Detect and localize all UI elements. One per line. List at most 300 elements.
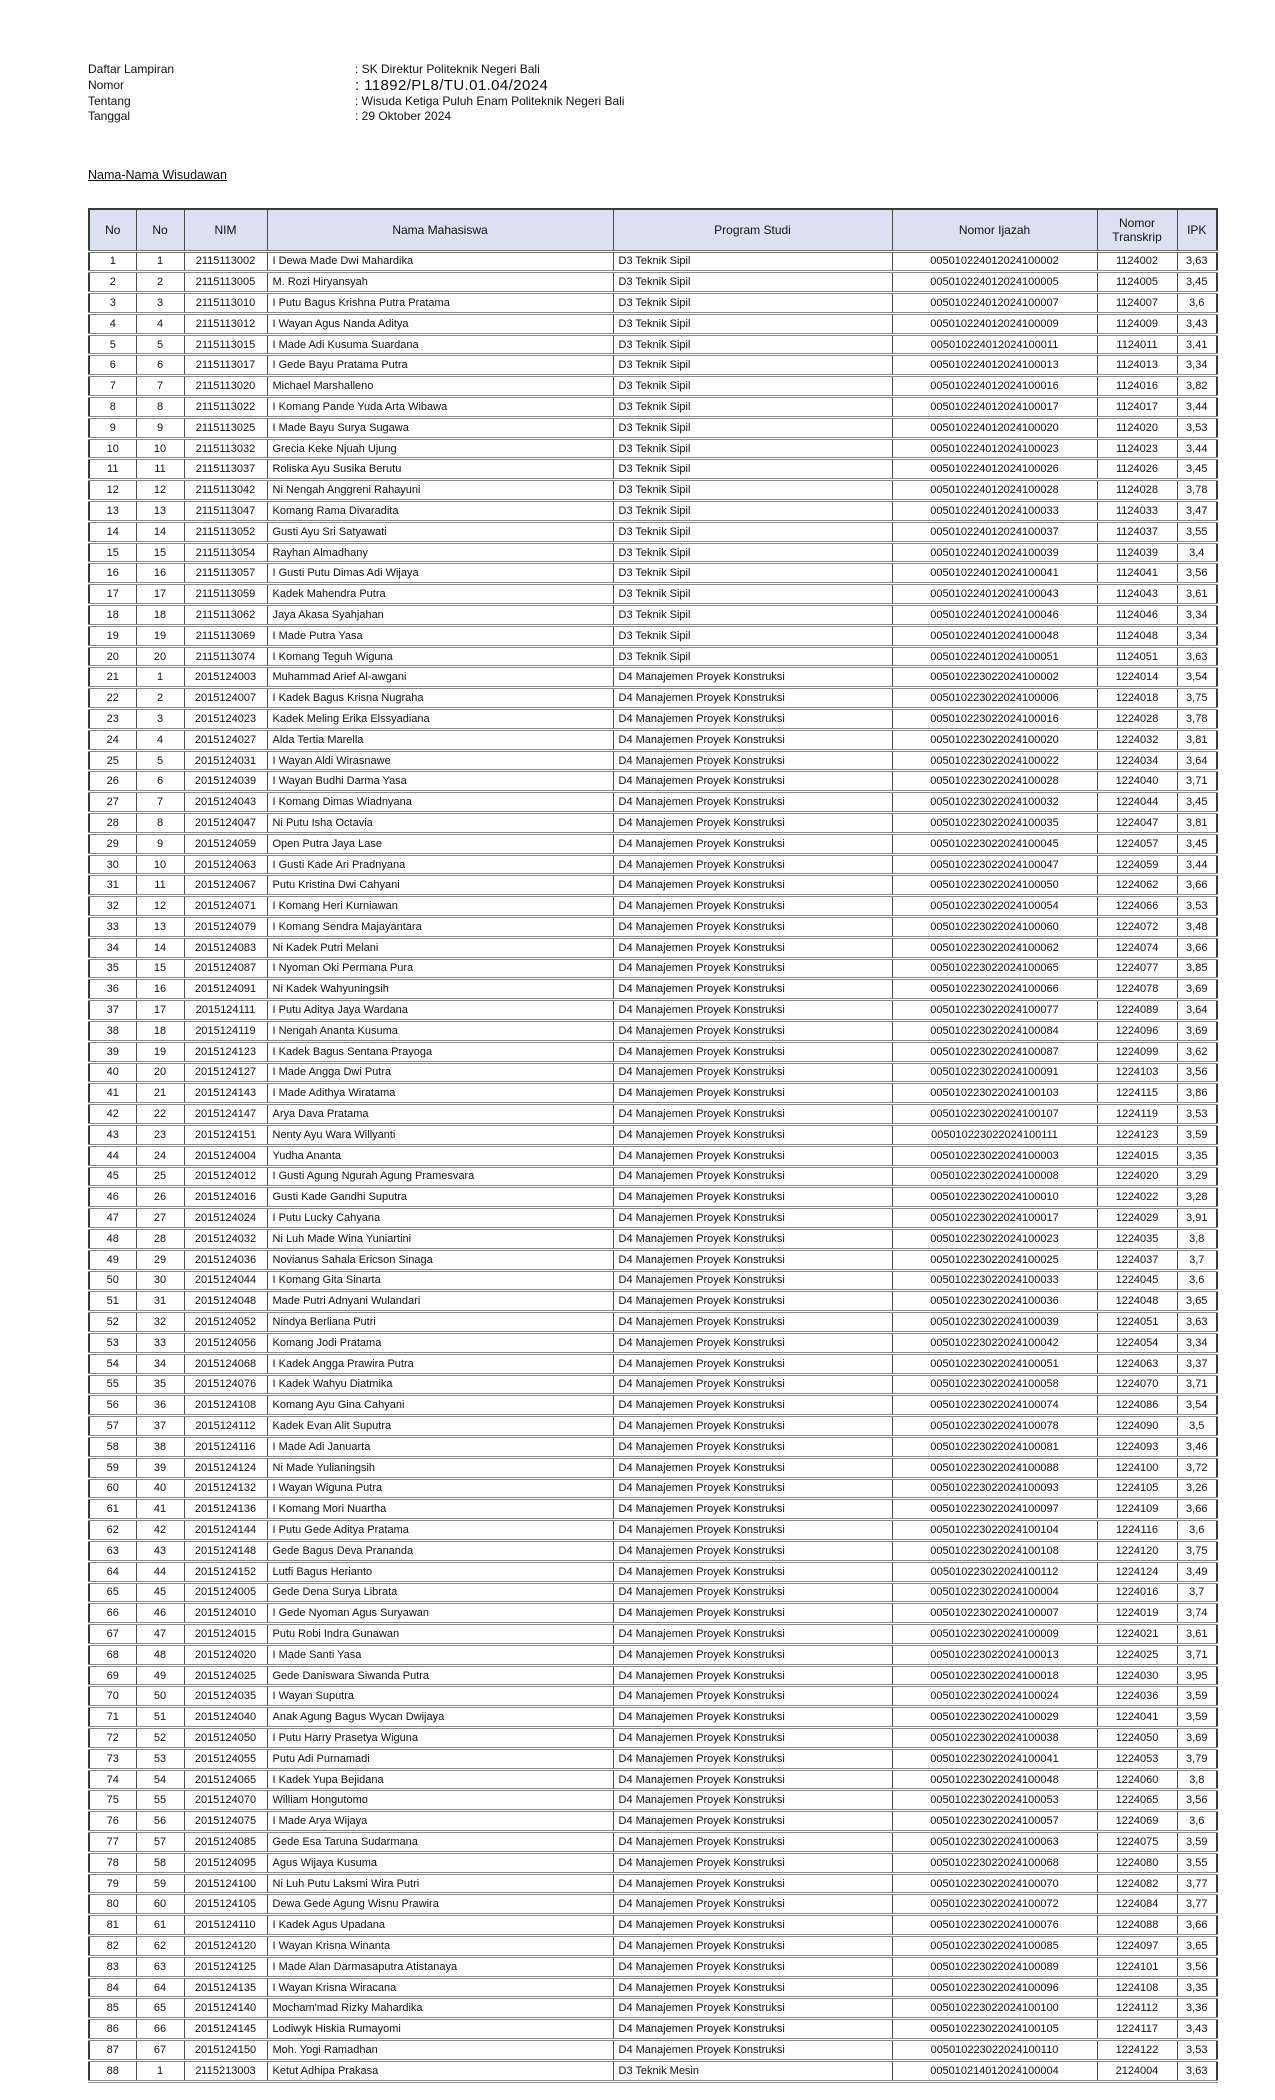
cell-student-name: Komang Rama Divaradita	[267, 501, 613, 522]
cell-nomor-transkrip: 1224082	[1097, 1873, 1177, 1894]
cell-nomor-ijazah: 005010223022024100050	[892, 875, 1097, 896]
cell-program-studi: D4 Manajemen Proyek Konstruksi	[613, 1520, 892, 1541]
table-body	[89, 251, 1217, 2081]
cell-student-name: I Made Adi Januarta	[267, 1436, 613, 1457]
cell-no2: 6	[136, 355, 184, 376]
cell-student-name: Gusti Kade Gandhi Suputra	[267, 1187, 613, 1208]
cell-no2: 16	[136, 979, 184, 1000]
cell-nomor-transkrip: 1124020	[1097, 417, 1177, 438]
table-row	[89, 2019, 1217, 2040]
cell-nomor-ijazah: 005010223022024100100	[892, 1998, 1097, 2019]
cell-nomor-transkrip: 1224103	[1097, 1062, 1177, 1083]
cell-nim: 2015124016	[184, 1187, 267, 1208]
cell-program-studi: D3 Teknik Sipil	[613, 376, 892, 397]
cell-no: 76	[89, 1811, 136, 1832]
cell-nomor-ijazah: 005010224012024100048	[892, 625, 1097, 646]
cell-nomor-ijazah: 005010223022024100076	[892, 1915, 1097, 1936]
cell-program-studi: D4 Manajemen Proyek Konstruksi	[613, 1665, 892, 1686]
cell-ipk: 3,72	[1177, 1457, 1217, 1478]
cell-nomor-transkrip: 2124004	[1097, 2060, 1177, 2081]
cell-student-name: Yudha Ananta	[267, 1145, 613, 1166]
table-row	[89, 896, 1217, 917]
cell-student-name: Mocham'mad Rizky Mahardika	[267, 1998, 613, 2019]
cell-no: 40	[89, 1062, 136, 1083]
cell-nim: 2015124068	[184, 1353, 267, 1374]
table-row	[89, 313, 1217, 334]
cell-program-studi: D4 Manajemen Proyek Konstruksi	[613, 1790, 892, 1811]
cell-nomor-transkrip: 1224088	[1097, 1915, 1177, 1936]
cell-program-studi: D4 Manajemen Proyek Konstruksi	[613, 1187, 892, 1208]
cell-student-name: Ni Luh Made Wina Yuniartini	[267, 1228, 613, 1249]
cell-no: 64	[89, 1561, 136, 1582]
cell-nim: 2015124035	[184, 1686, 267, 1707]
cell-nomor-ijazah: 005010223022024100062	[892, 937, 1097, 958]
cell-ipk: 3,59	[1177, 1686, 1217, 1707]
cell-nim: 2115113020	[184, 376, 267, 397]
cell-nomor-ijazah: 005010223022024100058	[892, 1374, 1097, 1395]
cell-no2: 45	[136, 1582, 184, 1603]
cell-nomor-transkrip: 1224034	[1097, 750, 1177, 771]
table-row	[89, 1083, 1217, 1104]
cell-ipk: 3,77	[1177, 1873, 1217, 1894]
cell-program-studi: D3 Teknik Sipil	[613, 272, 892, 293]
cell-nim: 2015124052	[184, 1312, 267, 1333]
cell-no2: 35	[136, 1374, 184, 1395]
cell-nim: 2115113025	[184, 417, 267, 438]
cell-ipk: 3,81	[1177, 813, 1217, 834]
cell-student-name: Ni Kadek Putri Melani	[267, 937, 613, 958]
cell-program-studi: D4 Manajemen Proyek Konstruksi	[613, 1832, 892, 1853]
cell-nomor-ijazah: 005010223022024100057	[892, 1811, 1097, 1832]
cell-program-studi: D4 Manajemen Proyek Konstruksi	[613, 854, 892, 875]
cell-nomor-transkrip: 1224032	[1097, 729, 1177, 750]
cell-program-studi: D4 Manajemen Proyek Konstruksi	[613, 1936, 892, 1957]
cell-nomor-ijazah: 005010223022024100022	[892, 750, 1097, 771]
cell-nomor-transkrip: 1224048	[1097, 1291, 1177, 1312]
cell-student-name: Gusti Ayu Sri Satyawati	[267, 521, 613, 542]
cell-no2: 46	[136, 1603, 184, 1624]
cell-no: 72	[89, 1728, 136, 1749]
cell-no2: 53	[136, 1748, 184, 1769]
meta-value: : 29 Oktober 2024	[355, 109, 452, 123]
cell-no: 87	[89, 2040, 136, 2061]
cell-no: 5	[89, 334, 136, 355]
table-row	[89, 709, 1217, 730]
table-row	[89, 2040, 1217, 2061]
column-header-ipk: IPK	[1177, 209, 1217, 252]
cell-student-name: Gede Bagus Deva Prananda	[267, 1540, 613, 1561]
cell-no: 31	[89, 875, 136, 896]
cell-student-name: Dewa Gede Agung Wisnu Prawira	[267, 1894, 613, 1915]
cell-nomor-ijazah: 005010224012024100013	[892, 355, 1097, 376]
cell-no: 69	[89, 1665, 136, 1686]
cell-nomor-ijazah: 005010224012024100005	[892, 272, 1097, 293]
table-row	[89, 792, 1217, 813]
cell-program-studi: D4 Manajemen Proyek Konstruksi	[613, 1956, 892, 1977]
cell-nim: 2015124056	[184, 1332, 267, 1353]
table-row	[89, 1686, 1217, 1707]
cell-nomor-transkrip: 1124011	[1097, 334, 1177, 355]
cell-nim: 2015124027	[184, 729, 267, 750]
cell-nomor-transkrip: 1224072	[1097, 917, 1177, 938]
cell-no: 3	[89, 293, 136, 314]
cell-program-studi: D4 Manajemen Proyek Konstruksi	[613, 1291, 892, 1312]
cell-no2: 34	[136, 1353, 184, 1374]
cell-no2: 55	[136, 1790, 184, 1811]
table-row	[89, 1416, 1217, 1437]
cell-nim: 2015124075	[184, 1811, 267, 1832]
cell-nomor-ijazah: 005010224012024100023	[892, 438, 1097, 459]
cell-no2: 8	[136, 813, 184, 834]
cell-no: 30	[89, 854, 136, 875]
cell-student-name: I Wayan Suputra	[267, 1686, 613, 1707]
cell-no2: 3	[136, 709, 184, 730]
cell-nim: 2115113010	[184, 293, 267, 314]
cell-nim: 2015124012	[184, 1166, 267, 1187]
cell-no: 62	[89, 1520, 136, 1541]
cell-nim: 2015124143	[184, 1083, 267, 1104]
cell-no2: 25	[136, 1166, 184, 1187]
column-header-nim: NIM	[184, 209, 267, 252]
cell-nim: 2015124083	[184, 937, 267, 958]
cell-nomor-transkrip: 1224044	[1097, 792, 1177, 813]
cell-student-name: I Putu Lucky Cahyana	[267, 1208, 613, 1229]
cell-ipk: 3,35	[1177, 1145, 1217, 1166]
cell-nomor-ijazah: 005010224012024100028	[892, 480, 1097, 501]
cell-nomor-transkrip: 1224105	[1097, 1478, 1177, 1499]
cell-ipk: 3,75	[1177, 688, 1217, 709]
cell-no2: 9	[136, 417, 184, 438]
cell-nomor-ijazah: 005010223022024100072	[892, 1894, 1097, 1915]
cell-student-name: Arya Dava Pratama	[267, 1104, 613, 1125]
cell-nomor-transkrip: 1224075	[1097, 1832, 1177, 1853]
cell-nim: 2015124036	[184, 1249, 267, 1270]
cell-ipk: 3,59	[1177, 1124, 1217, 1145]
cell-program-studi: D4 Manajemen Proyek Konstruksi	[613, 1686, 892, 1707]
cell-no: 44	[89, 1145, 136, 1166]
table-row	[89, 688, 1217, 709]
cell-student-name: I Komang Mori Nuartha	[267, 1499, 613, 1520]
cell-ipk: 3,55	[1177, 521, 1217, 542]
cell-nomor-ijazah: 005010223022024100104	[892, 1520, 1097, 1541]
cell-student-name: I Wayan Krisna Winanta	[267, 1936, 613, 1957]
cell-program-studi: D4 Manajemen Proyek Konstruksi	[613, 958, 892, 979]
cell-nomor-ijazah: 005010224012024100017	[892, 397, 1097, 418]
cell-ipk: 3,44	[1177, 438, 1217, 459]
cell-nim: 2015124136	[184, 1499, 267, 1520]
cell-no2: 38	[136, 1436, 184, 1457]
cell-no2: 47	[136, 1624, 184, 1645]
cell-program-studi: D4 Manajemen Proyek Konstruksi	[613, 979, 892, 1000]
cell-nomor-transkrip: 1124026	[1097, 459, 1177, 480]
cell-nomor-ijazah: 005010224012024100043	[892, 584, 1097, 605]
cell-nim: 2015124125	[184, 1956, 267, 1977]
cell-no2: 17	[136, 1000, 184, 1021]
cell-nomor-ijazah: 005010223022024100108	[892, 1540, 1097, 1561]
table-row	[89, 1520, 1217, 1541]
table-row	[89, 417, 1217, 438]
document-content	[88, 62, 1216, 2083]
cell-program-studi: D4 Manajemen Proyek Konstruksi	[613, 1873, 892, 1894]
table-row	[89, 771, 1217, 792]
cell-nomor-transkrip: 1224108	[1097, 1977, 1177, 1998]
cell-nomor-ijazah: 005010223022024100010	[892, 1187, 1097, 1208]
cell-nomor-ijazah: 005010223022024100084	[892, 1020, 1097, 1041]
cell-nim: 2015124111	[184, 1000, 267, 1021]
cell-no2: 24	[136, 1145, 184, 1166]
cell-program-studi: D4 Manajemen Proyek Konstruksi	[613, 1353, 892, 1374]
table-row	[89, 1312, 1217, 1333]
cell-program-studi: D4 Manajemen Proyek Konstruksi	[613, 1416, 892, 1437]
cell-program-studi: D4 Manajemen Proyek Konstruksi	[613, 792, 892, 813]
cell-nomor-ijazah: 005010223022024100105	[892, 2019, 1097, 2040]
cell-no: 9	[89, 417, 136, 438]
cell-student-name: M. Rozi Hiryansyah	[267, 272, 613, 293]
cell-no2: 14	[136, 937, 184, 958]
cell-student-name: I Made Adi Kusuma Suardana	[267, 334, 613, 355]
cell-ipk: 3,66	[1177, 1499, 1217, 1520]
cell-no2: 2	[136, 688, 184, 709]
cell-no: 86	[89, 2019, 136, 2040]
cell-nomor-ijazah: 005010223022024100087	[892, 1041, 1097, 1062]
cell-nomor-ijazah: 005010224012024100046	[892, 605, 1097, 626]
cell-nim: 2015124059	[184, 833, 267, 854]
cell-nomor-ijazah: 005010224012024100016	[892, 376, 1097, 397]
table-row	[89, 1228, 1217, 1249]
cell-nim: 2115113074	[184, 646, 267, 667]
cell-program-studi: D3 Teknik Sipil	[613, 417, 892, 438]
cell-program-studi: D4 Manajemen Proyek Konstruksi	[613, 1769, 892, 1790]
cell-student-name: Moh. Yogi Ramadhan	[267, 2040, 613, 2061]
cell-no: 52	[89, 1312, 136, 1333]
cell-no2: 30	[136, 1270, 184, 1291]
cell-nomor-transkrip: 1124051	[1097, 646, 1177, 667]
cell-nomor-transkrip: 1124013	[1097, 355, 1177, 376]
cell-nomor-ijazah: 005010223022024100112	[892, 1561, 1097, 1582]
table-row	[89, 334, 1217, 355]
cell-student-name: I Putu Gede Aditya Pratama	[267, 1520, 613, 1541]
cell-nim: 2015124151	[184, 1124, 267, 1145]
cell-nomor-transkrip: 1124023	[1097, 438, 1177, 459]
cell-student-name: Agus Wijaya Kusuma	[267, 1852, 613, 1873]
cell-student-name: Ni Nengah Anggreni Rahayuni	[267, 480, 613, 501]
cell-no: 4	[89, 313, 136, 334]
cell-nomor-transkrip: 1224060	[1097, 1769, 1177, 1790]
cell-program-studi: D3 Teknik Sipil	[613, 625, 892, 646]
cell-nomor-ijazah: 005010223022024100103	[892, 1083, 1097, 1104]
table-row	[89, 1540, 1217, 1561]
cell-nomor-transkrip: 1124048	[1097, 625, 1177, 646]
cell-ipk: 3,8	[1177, 1228, 1217, 1249]
cell-nomor-transkrip: 1124017	[1097, 397, 1177, 418]
cell-no: 17	[89, 584, 136, 605]
cell-no: 38	[89, 1020, 136, 1041]
cell-no2: 11	[136, 459, 184, 480]
cell-student-name: Grecia Keke Njuah Ujung	[267, 438, 613, 459]
table-row	[89, 1353, 1217, 1374]
cell-no: 78	[89, 1852, 136, 1873]
meta-field	[88, 62, 1216, 78]
table-row	[89, 376, 1217, 397]
cell-nim: 2015124032	[184, 1228, 267, 1249]
cell-no2: 43	[136, 1540, 184, 1561]
cell-no2: 10	[136, 438, 184, 459]
cell-ipk: 3,6	[1177, 1811, 1217, 1832]
cell-program-studi: D4 Manajemen Proyek Konstruksi	[613, 896, 892, 917]
table-row	[89, 958, 1217, 979]
cell-ipk: 3,54	[1177, 667, 1217, 688]
cell-nomor-transkrip: 1224078	[1097, 979, 1177, 1000]
cell-nomor-ijazah: 005010224012024100011	[892, 334, 1097, 355]
cell-no2: 4	[136, 729, 184, 750]
cell-no2: 28	[136, 1228, 184, 1249]
cell-no: 41	[89, 1083, 136, 1104]
cell-ipk: 3,47	[1177, 501, 1217, 522]
table-row	[89, 750, 1217, 771]
cell-no: 13	[89, 501, 136, 522]
cell-no: 54	[89, 1353, 136, 1374]
cell-no: 83	[89, 1956, 136, 1977]
cell-nomor-transkrip: 1224021	[1097, 1624, 1177, 1645]
cell-nomor-ijazah: 005010223022024100036	[892, 1291, 1097, 1312]
table-row	[89, 397, 1217, 418]
cell-ipk: 3,61	[1177, 1624, 1217, 1645]
cell-program-studi: D4 Manajemen Proyek Konstruksi	[613, 1020, 892, 1041]
cell-no2: 21	[136, 1083, 184, 1104]
cell-nomor-transkrip: 1224116	[1097, 1520, 1177, 1541]
cell-nim: 2115113032	[184, 438, 267, 459]
cell-no: 49	[89, 1249, 136, 1270]
cell-ipk: 3,74	[1177, 1603, 1217, 1624]
cell-no2: 29	[136, 1249, 184, 1270]
cell-no: 85	[89, 1998, 136, 2019]
cell-student-name: Komang Ayu Gina Cahyani	[267, 1395, 613, 1416]
table-row	[89, 1790, 1217, 1811]
cell-no2: 17	[136, 584, 184, 605]
cell-nomor-transkrip: 1224099	[1097, 1041, 1177, 1062]
table-row	[89, 1873, 1217, 1894]
cell-nim: 2015124039	[184, 771, 267, 792]
cell-nomor-transkrip: 1224016	[1097, 1582, 1177, 1603]
cell-no: 81	[89, 1915, 136, 1936]
cell-student-name: Alda Tertia Marella	[267, 729, 613, 750]
cell-no2: 51	[136, 1707, 184, 1728]
cell-student-name: I Kadek Agus Upadana	[267, 1915, 613, 1936]
cell-no: 1	[89, 251, 136, 272]
cell-no: 70	[89, 1686, 136, 1707]
cell-nomor-ijazah: 005010223022024100032	[892, 792, 1097, 813]
cell-nomor-ijazah: 005010224012024100033	[892, 501, 1097, 522]
table-row	[89, 875, 1217, 896]
cell-nim: 2115113054	[184, 542, 267, 563]
cell-no: 60	[89, 1478, 136, 1499]
column-header-nomor-transkrip: Nomor Transkrip	[1097, 209, 1177, 252]
cell-nomor-ijazah: 005010224012024100041	[892, 563, 1097, 584]
cell-nomor-transkrip: 1224014	[1097, 667, 1177, 688]
cell-nim: 2015124110	[184, 1915, 267, 1936]
cell-ipk: 3,35	[1177, 1977, 1217, 1998]
meta-field	[88, 78, 1216, 94]
cell-nomor-ijazah: 005010223022024100107	[892, 1104, 1097, 1125]
meta-label: Daftar Lampiran	[88, 62, 175, 76]
cell-nim: 2015124010	[184, 1603, 267, 1624]
cell-program-studi: D4 Manajemen Proyek Konstruksi	[613, 1083, 892, 1104]
cell-ipk: 3,4	[1177, 542, 1217, 563]
table-row	[89, 917, 1217, 938]
cell-nomor-transkrip: 1224018	[1097, 688, 1177, 709]
cell-program-studi: D3 Teknik Sipil	[613, 646, 892, 667]
cell-no2: 8	[136, 397, 184, 418]
table-row	[89, 1166, 1217, 1187]
cell-nomor-transkrip: 1224025	[1097, 1644, 1177, 1665]
cell-no2: 36	[136, 1395, 184, 1416]
cell-program-studi: D3 Teknik Sipil	[613, 251, 892, 272]
cell-no: 77	[89, 1832, 136, 1853]
cell-ipk: 3,78	[1177, 709, 1217, 730]
cell-student-name: Novianus Sahala Ericson Sinaga	[267, 1249, 613, 1270]
table-row	[89, 1436, 1217, 1457]
cell-nim: 2015124065	[184, 1769, 267, 1790]
cell-nomor-ijazah: 005010223022024100054	[892, 896, 1097, 917]
cell-nim: 2115213003	[184, 2060, 267, 2081]
cell-ipk: 3,69	[1177, 1728, 1217, 1749]
cell-nim: 2015124047	[184, 813, 267, 834]
cell-no2: 59	[136, 1873, 184, 1894]
cell-no2: 31	[136, 1291, 184, 1312]
cell-no: 42	[89, 1104, 136, 1125]
cell-nim: 2015124048	[184, 1291, 267, 1312]
cell-no2: 7	[136, 792, 184, 813]
cell-student-name: I Komang Heri Kurniawan	[267, 896, 613, 917]
cell-nim: 2115113069	[184, 625, 267, 646]
cell-nomor-ijazah: 005010224012024100009	[892, 313, 1097, 334]
cell-nomor-transkrip: 1124046	[1097, 605, 1177, 626]
cell-no2: 66	[136, 2019, 184, 2040]
table-row	[89, 729, 1217, 750]
cell-no: 21	[89, 667, 136, 688]
cell-no: 51	[89, 1291, 136, 1312]
table-row	[89, 1020, 1217, 1041]
cell-nomor-ijazah: 005010223022024100041	[892, 1748, 1097, 1769]
cell-program-studi: D4 Manajemen Proyek Konstruksi	[613, 1166, 892, 1187]
cell-student-name: Muhammad Arief Al-awgani	[267, 667, 613, 688]
table-row	[89, 1956, 1217, 1977]
cell-nomor-ijazah: 005010223022024100013	[892, 1644, 1097, 1665]
cell-nim: 2015124135	[184, 1977, 267, 1998]
cell-nomor-ijazah: 005010223022024100007	[892, 1603, 1097, 1624]
cell-nomor-ijazah: 005010223022024100017	[892, 1208, 1097, 1229]
cell-no: 46	[89, 1187, 136, 1208]
cell-ipk: 3,5	[1177, 1416, 1217, 1437]
cell-no2: 14	[136, 521, 184, 542]
cell-ipk: 3,26	[1177, 1478, 1217, 1499]
cell-nomor-ijazah: 005010223022024100038	[892, 1728, 1097, 1749]
cell-no: 16	[89, 563, 136, 584]
cell-program-studi: D3 Teknik Sipil	[613, 480, 892, 501]
cell-program-studi: D4 Manajemen Proyek Konstruksi	[613, 1852, 892, 1873]
cell-student-name: I Kadek Wahyu Diatmika	[267, 1374, 613, 1395]
cell-nim: 2015124070	[184, 1790, 267, 1811]
cell-nim: 2115113005	[184, 272, 267, 293]
cell-no2: 67	[136, 2040, 184, 2061]
cell-nomor-ijazah: 005010224012024100051	[892, 646, 1097, 667]
cell-ipk: 3,53	[1177, 1104, 1217, 1125]
cell-program-studi: D4 Manajemen Proyek Konstruksi	[613, 1728, 892, 1749]
table-row	[89, 1728, 1217, 1749]
cell-no2: 22	[136, 1104, 184, 1125]
cell-nim: 2015124119	[184, 1020, 267, 1041]
cell-no2: 19	[136, 625, 184, 646]
